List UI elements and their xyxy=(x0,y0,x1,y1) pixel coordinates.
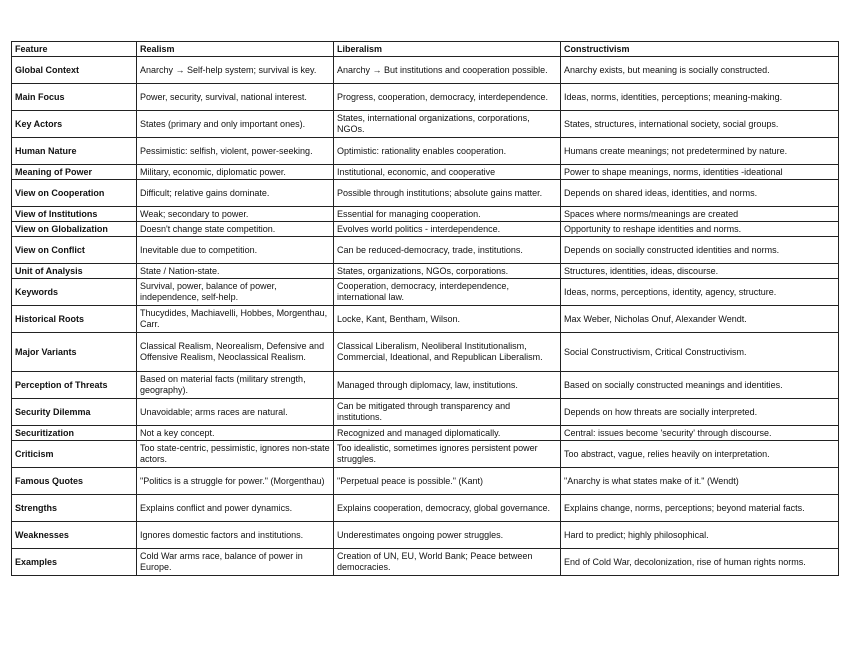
cell-realism: Explains conflict and power dynamics. xyxy=(137,495,334,522)
cell-realism: Anarchy → Self-help system; survival is key. xyxy=(137,57,334,84)
cell-constructivism: Spaces where norms/meanings are created xyxy=(561,207,839,222)
cell-constructivism: Anarchy exists, but meaning is socially constructed. xyxy=(561,57,839,84)
table-row xyxy=(12,549,839,576)
cell-realism: Power, security, survival, national interest. xyxy=(137,84,334,111)
cell-feature: Keywords xyxy=(12,279,137,306)
cell-liberalism: Can be mitigated through transparency and institutions. xyxy=(334,399,561,426)
cell-constructivism: Max Weber, Nicholas Onuf, Alexander Wendt. xyxy=(561,306,839,333)
cell-constructivism: End of Cold War, decolonization, rise of human rights norms. xyxy=(561,549,839,576)
cell-constructivism: Ideas, norms, perceptions, identity, agency, structure. xyxy=(561,279,839,306)
cell-constructivism: Depends on how threats are socially interpreted. xyxy=(561,399,839,426)
table-row xyxy=(12,264,839,279)
header-constructivism: Constructivism xyxy=(561,42,839,57)
table-row xyxy=(12,84,839,111)
cell-feature: Securitization xyxy=(12,426,137,441)
cell-liberalism: Underestimates ongoing power struggles. xyxy=(334,522,561,549)
cell-feature: Global Context xyxy=(12,57,137,84)
cell-constructivism: "Anarchy is what states make of it." (Wendt) xyxy=(561,468,839,495)
cell-realism: Inevitable due to competition. xyxy=(137,237,334,264)
table-body xyxy=(12,57,839,576)
cell-liberalism: Too idealistic, sometimes ignores persistent power struggles. xyxy=(334,441,561,468)
cell-constructivism: Opportunity to reshape identities and norms. xyxy=(561,222,839,237)
cell-constructivism: Humans create meanings; not predetermined by nature. xyxy=(561,138,839,165)
cell-liberalism: Locke, Kant, Bentham, Wilson. xyxy=(334,306,561,333)
cell-liberalism: Evolves world politics - interdependence. xyxy=(334,222,561,237)
cell-realism: Pessimistic: selfish, violent, power-seeking. xyxy=(137,138,334,165)
cell-constructivism: Structures, identities, ideas, discourse. xyxy=(561,264,839,279)
cell-constructivism: Too abstract, vague, relies heavily on interpretation. xyxy=(561,441,839,468)
cell-constructivism: Social Constructivism, Critical Constructivism. xyxy=(561,333,839,372)
cell-realism: Not a key concept. xyxy=(137,426,334,441)
document-page xyxy=(11,41,838,576)
table-row xyxy=(12,279,839,306)
cell-realism: Military, economic, diplomatic power. xyxy=(137,165,334,180)
cell-constructivism: Depends on socially constructed identities and norms. xyxy=(561,237,839,264)
cell-realism: Based on material facts (military strength, geography). xyxy=(137,372,334,399)
cell-realism: Classical Realism, Neorealism, Defensive and Offensive Realism, Neoclassical Realism. xyxy=(137,333,334,372)
cell-realism: Ignores domestic factors and institutions. xyxy=(137,522,334,549)
table-row xyxy=(12,222,839,237)
header-realism: Realism xyxy=(137,42,334,57)
table-row xyxy=(12,138,839,165)
table-row xyxy=(12,468,839,495)
table-row xyxy=(12,522,839,549)
cell-liberalism: Recognized and managed diplomatically. xyxy=(334,426,561,441)
cell-liberalism: Explains cooperation, democracy, global governance. xyxy=(334,495,561,522)
table-row xyxy=(12,426,839,441)
cell-realism: Difficult; relative gains dominate. xyxy=(137,180,334,207)
header-liberalism: Liberalism xyxy=(334,42,561,57)
cell-feature: Major Variants xyxy=(12,333,137,372)
cell-realism: Weak; secondary to power. xyxy=(137,207,334,222)
cell-feature: Strengths xyxy=(12,495,137,522)
theories-comparison-table xyxy=(11,41,839,576)
cell-realism: "Politics is a struggle for power." (Morgenthau) xyxy=(137,468,334,495)
cell-feature: View on Conflict xyxy=(12,237,137,264)
cell-realism: Survival, power, balance of power, independence, self-help. xyxy=(137,279,334,306)
cell-liberalism: Optimistic: rationality enables cooperation. xyxy=(334,138,561,165)
cell-liberalism: Classical Liberalism, Neoliberal Institutionalism, Commercial, Ideational, and Republican Liberalism. xyxy=(334,333,561,372)
table-row xyxy=(12,372,839,399)
cell-feature: View of Institutions xyxy=(12,207,137,222)
cell-feature: Human Nature xyxy=(12,138,137,165)
cell-feature: Main Focus xyxy=(12,84,137,111)
table-header-row xyxy=(12,42,839,57)
cell-liberalism: Essential for managing cooperation. xyxy=(334,207,561,222)
cell-realism: Cold War arms race, balance of power in Europe. xyxy=(137,549,334,576)
cell-liberalism: Can be reduced-democracy, trade, institutions. xyxy=(334,237,561,264)
cell-feature: Perception of Threats xyxy=(12,372,137,399)
table-row xyxy=(12,306,839,333)
table-row xyxy=(12,111,839,138)
cell-feature: Historical Roots xyxy=(12,306,137,333)
cell-liberalism: Managed through diplomacy, law, institutions. xyxy=(334,372,561,399)
cell-realism: State / Nation-state. xyxy=(137,264,334,279)
cell-liberalism: Anarchy → But institutions and cooperation possible. xyxy=(334,57,561,84)
cell-constructivism: States, structures, international society, social groups. xyxy=(561,111,839,138)
table-row xyxy=(12,165,839,180)
cell-feature: Security Dilemma xyxy=(12,399,137,426)
cell-feature: Examples xyxy=(12,549,137,576)
table-row xyxy=(12,57,839,84)
cell-liberalism: Cooperation, democracy, interdependence, international law. xyxy=(334,279,561,306)
table-row xyxy=(12,207,839,222)
cell-constructivism: Explains change, norms, perceptions; beyond material facts. xyxy=(561,495,839,522)
cell-constructivism: Based on socially constructed meanings and identities. xyxy=(561,372,839,399)
cell-feature: Famous Quotes xyxy=(12,468,137,495)
cell-liberalism: Creation of UN, EU, World Bank; Peace between democracies. xyxy=(334,549,561,576)
cell-liberalism: States, international organizations, corporations, NGOs. xyxy=(334,111,561,138)
cell-feature: Meaning of Power xyxy=(12,165,137,180)
cell-constructivism: Depends on shared ideas, identities, and norms. xyxy=(561,180,839,207)
cell-realism: Doesn't change state competition. xyxy=(137,222,334,237)
cell-feature: View on Globalization xyxy=(12,222,137,237)
cell-feature: Unit of Analysis xyxy=(12,264,137,279)
cell-feature: Criticism xyxy=(12,441,137,468)
cell-liberalism: Institutional, economic, and cooperative xyxy=(334,165,561,180)
cell-constructivism: Power to shape meanings, norms, identities -ideational xyxy=(561,165,839,180)
table-row xyxy=(12,237,839,264)
cell-liberalism: Progress, cooperation, democracy, interdependence. xyxy=(334,84,561,111)
cell-constructivism: Central: issues become 'security' through discourse. xyxy=(561,426,839,441)
cell-realism: Too state-centric, pessimistic, ignores non-state actors. xyxy=(137,441,334,468)
table-row xyxy=(12,399,839,426)
table-row xyxy=(12,495,839,522)
cell-feature: View on Cooperation xyxy=(12,180,137,207)
cell-realism: States (primary and only important ones). xyxy=(137,111,334,138)
table-row xyxy=(12,441,839,468)
cell-constructivism: Ideas, norms, identities, perceptions; meaning-making. xyxy=(561,84,839,111)
cell-constructivism: Hard to predict; highly philosophical. xyxy=(561,522,839,549)
cell-feature: Weaknesses xyxy=(12,522,137,549)
cell-realism: Unavoidable; arms races are natural. xyxy=(137,399,334,426)
table-row xyxy=(12,180,839,207)
cell-realism: Thucydides, Machiavelli, Hobbes, Morgenthau, Carr. xyxy=(137,306,334,333)
cell-liberalism: States, organizations, NGOs, corporations. xyxy=(334,264,561,279)
table-row xyxy=(12,333,839,372)
cell-liberalism: Possible through institutions; absolute gains matter. xyxy=(334,180,561,207)
cell-liberalism: "Perpetual peace is possible." (Kant) xyxy=(334,468,561,495)
cell-feature: Key Actors xyxy=(12,111,137,138)
header-feature: Feature xyxy=(12,42,137,57)
